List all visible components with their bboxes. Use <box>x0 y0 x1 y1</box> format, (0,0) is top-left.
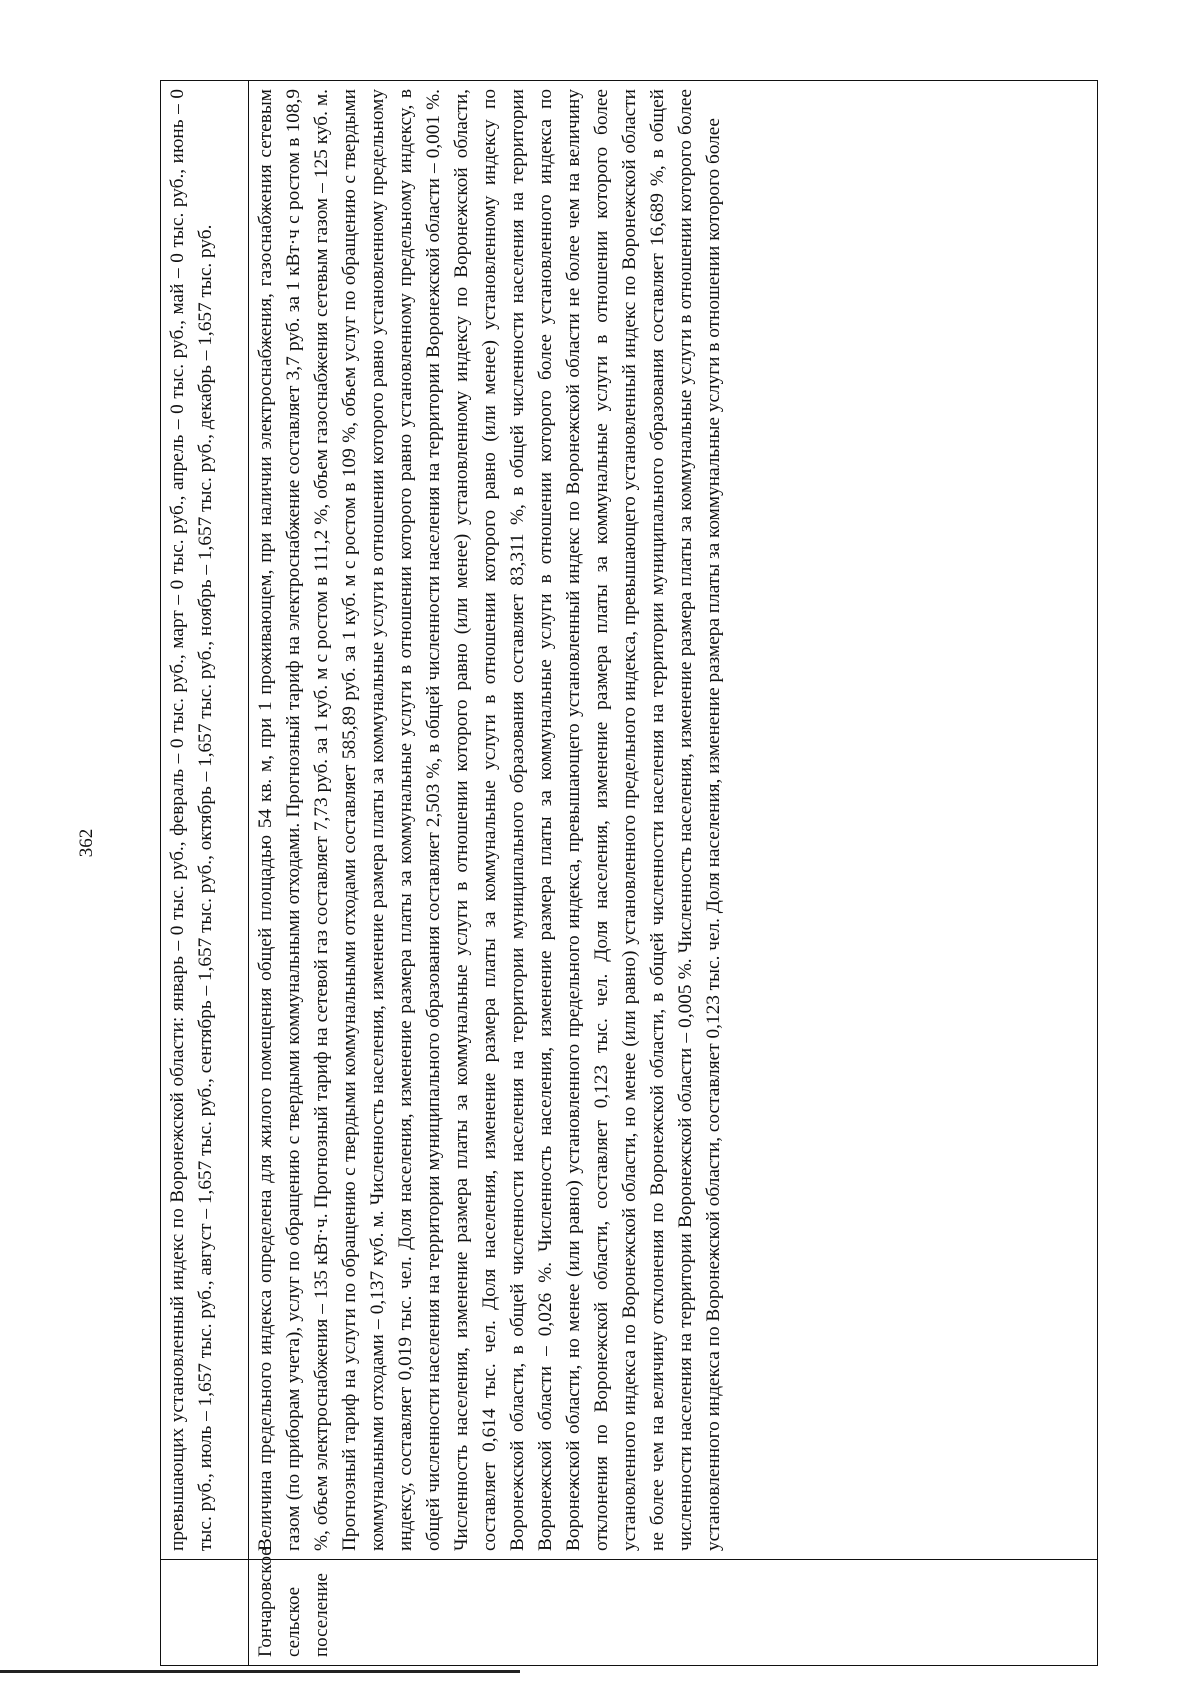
tariff-table <box>160 80 1098 1666</box>
settlement-name-cell: Гончаровское сельское поселение <box>249 1560 1098 1666</box>
settlement-name-cell <box>161 1560 249 1666</box>
scan-edge-line <box>0 1670 520 1673</box>
index-description-cell: Величина предельного индекса определена для жилого помещения общей площадью 54 кв. м, при 1 проживающем, при наличии электроснабжения, газоснабжения сетевым газом (по приборам учета), услуг по обращению с твердыми коммунальными отходами. Прогнозный тариф на электроснабжение составляет 3,7 руб. за 1 кВт·ч с ростом в 108,9 %, объем электроснабжения – 135 кВт·ч. Прогнозный тариф на сетевой газ составляет 7,73 руб. за 1 куб. м с ростом в 111,2 %, объем газоснабжения сетевым газом – 125 куб. м. Прогнозный тариф на услуги по обращению с твердыми коммунальными отходами составляет 585,89 руб. за 1 куб. м с ростом в 109 %, объем услуг по обращению с твердыми коммунальными отходами – 0,137 куб. м. Численность населения, изменение размера платы за коммунальные услуги в отношении которого равно установленному предельному индексу, составляет 0,019 тыс. чел. Доля населения, изменение размера платы за коммунальные услуги в отношении которого равно установленному предельному индексу, в общей численности населения на территории муниципального образования составляет 2,503 %, в общей численности населения на территории Воронежской области – 0,001 %. Численность населения, изменение размера платы за коммунальные услуги в отношении которого равно (или менее) установленному индексу по Воронежской области, составляет 0,614 тыс. чел. Доля населения, изменение размера платы за коммунальные услуги в отношении которого равно (или менее) установленному индексу по Воронежской области, в общей численности населения на территории муниципального образования составляет 83,311 %, в общей численности населения на территории Воронежской области – 0,026 %. Численность населения, изменение размера платы за коммунальные услуги в отношении которого более установленного индекса по Воронежской области, но менее (или равно) установленного предельного индекса, превышающего установленный индекс по Воронежской области не более чем на величину отклонения по Воронежской области, составляет 0,123 тыс. чел. Доля населения, изменение размера платы за коммунальные услуги в отношении которого более установленного индекса по Воронежской области, но менее (или равно) установленного предельного индекса, превышающего установленный индекс по Воронежской области не более чем на величину отклонения по Воронежской области, в общей численности населения на территории муниципального образования составляет 16,689 %, в общей численности населения на территории Воронежской области – 0,005 %. Численность населения, изменение размера платы за коммунальные услуги в отношении которого более установленного индекса по Воронежской области, составляет 0,123 тыс. чел. Доля населения, изменение размера платы за коммунальные услуги в отношении которого более <box>249 81 1098 1560</box>
index-description-cell: превышающих установленный индекс по Воронежской области: январь – 0 тыс. руб., февраль – 0 тыс. руб., март – 0 тыс. руб., апрель – 0 тыс. руб., май – 0 тыс. руб., июнь – 0 тыс. руб., июль – 1,657 тыс. руб., август – 1,657 тыс. руб., сентябрь – 1,657 тыс. руб., октябрь – 1,657 тыс. руб., ноябрь – 1,657 тыс. руб., декабрь – 1,657 тыс. руб. <box>161 81 249 1560</box>
table-row <box>161 81 249 1666</box>
page-number: 362 <box>76 828 97 858</box>
table-row <box>249 81 1098 1666</box>
